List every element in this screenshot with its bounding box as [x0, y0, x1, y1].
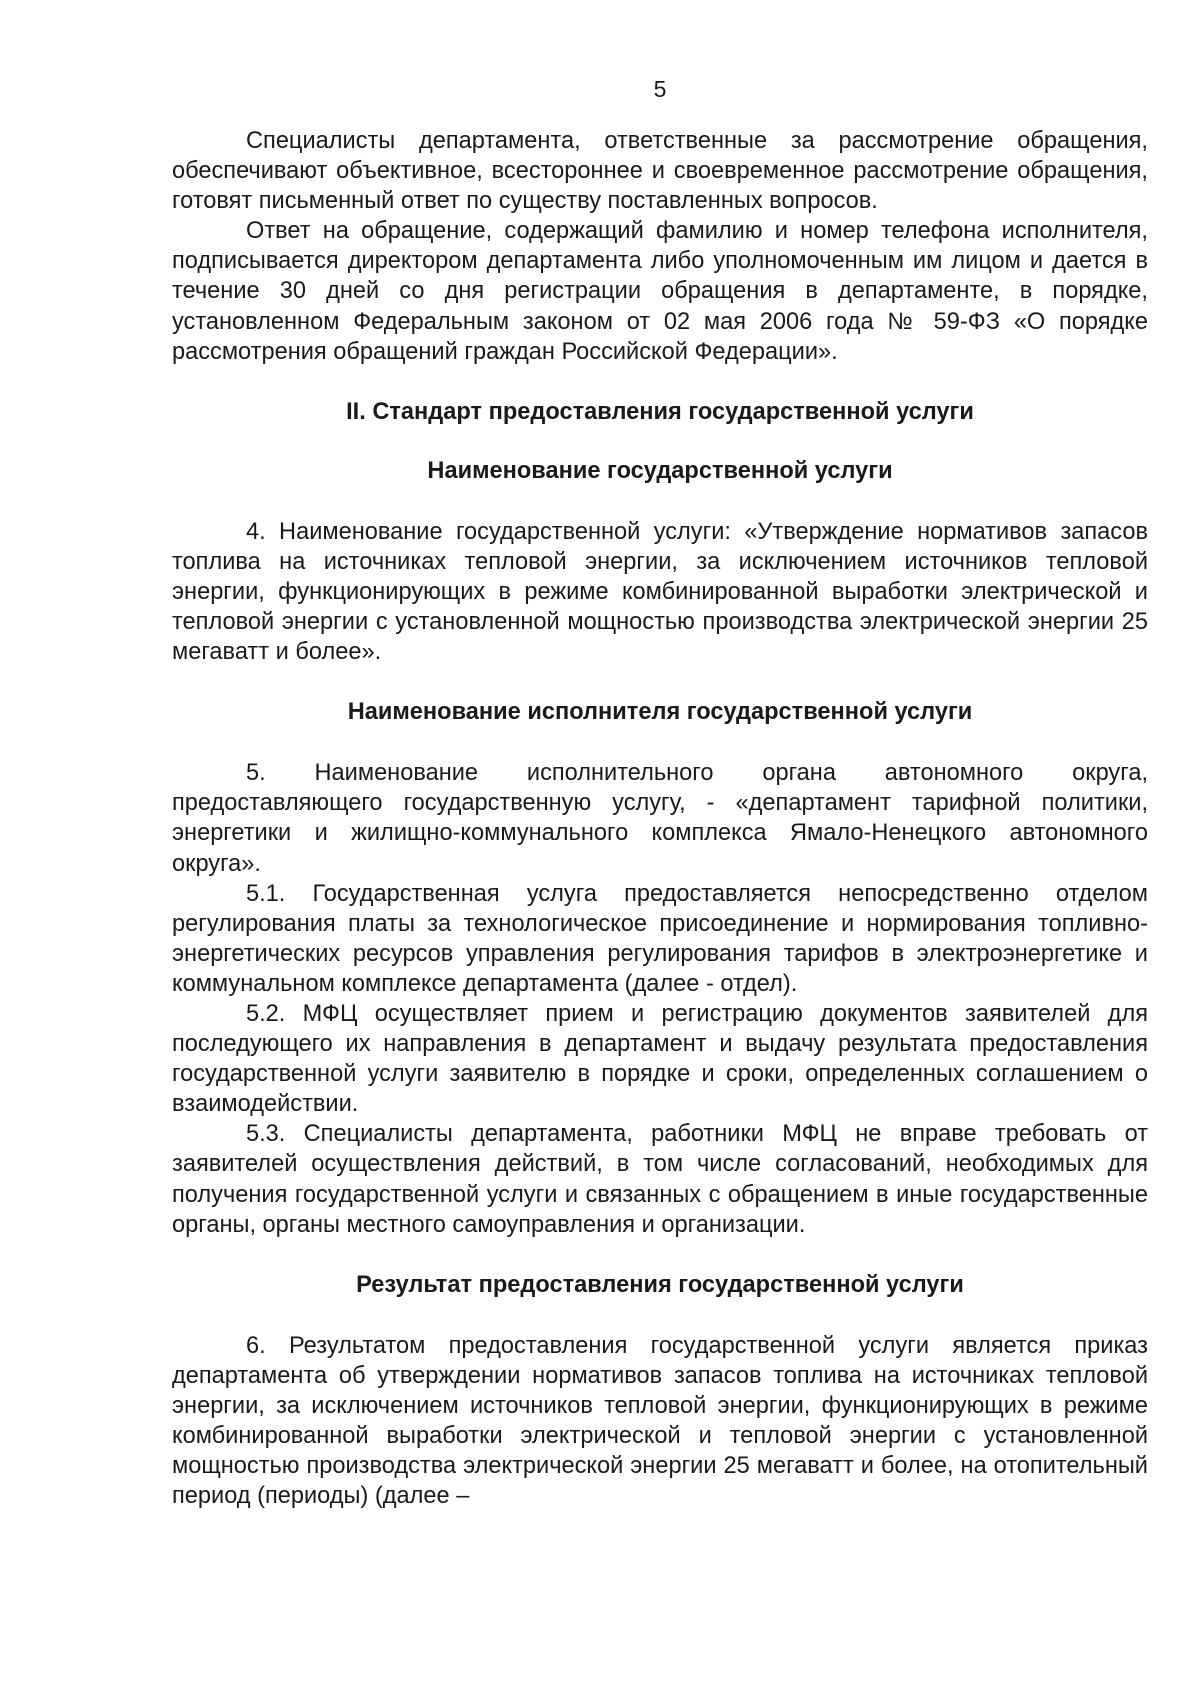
paragraph-5-2: 5.2. МФЦ осуществляет прием и регистрацию документов заявителей для последующего их направления в департамент и выдачу результата предоставления государственной услуги заявителю в порядке и сроки, определенных соглашением о взаимодействии.: [172, 1000, 1148, 1118]
document-body: [172, 126, 1148, 1511]
heading-executor: Наименование исполнителя государственной услуги: [347, 699, 973, 726]
section-title: II. Стандарт предоставления государственной услуги: [346, 398, 974, 425]
heading-service-name: Наименование государственной услуги: [427, 457, 893, 484]
page-number: 5: [653, 76, 667, 102]
heading-result: Результат предоставления государственной услуги: [356, 1271, 964, 1298]
paragraph-5-3: 5.3. Специалисты департамента, работники МФЦ не вправе требовать от заявителей осуществления действий, в том числе согласований, необходимых для получения государственной услуги и связанных с обращением в иные государственные органы, органы местного самоуправления и организации.: [172, 1121, 1148, 1238]
paragraph-response: Ответ на обращение, содержащий фамилию и номер телефона исполнителя, подписывается директором департамента либо уполномоченным им лицом и дается в течение 30 дней со дня регистрации обращения в департаменте, в порядке, установленном Федеральным законом от 02 мая 2006 года № 59-ФЗ «О порядке рассмотрения обращений граждан Российской Федерации».: [172, 218, 1148, 365]
paragraph-6: 6. Результатом предоставления государственной услуги является приказ департамента об утверждении нормативов запасов топлива на источниках тепловой энергии, за исключением источников тепловой энергии, функционирующих в режиме комбинированной выработки электрической и тепловой энергии с установленной мощностью производства электрической энергии 25 мегаватт и более, на отопительный период (периоды) (далее –: [172, 1332, 1148, 1510]
paragraph-5: 5. Наименование исполнительного органа автономного округа, предоставляющего государственную услугу, - «департамент тарифной политики, энергетики и жилищно-коммунального комплекса Ямало-Ненецкого автономного округа».: [172, 760, 1148, 877]
paragraph-4: 4. Наименование государственной услуги: «Утверждение нормативов запасов топлива на источниках тепловой энергии, за исключением источников тепловой энергии, функционирующих в режиме комбинированной выработки электрической и тепловой энергии с установленной мощностью производства электрической энергии 25 мегаватт и более».: [172, 518, 1148, 666]
paragraph-specialists: Специалисты департамента, ответственные за рассмотрение обращения, обеспечивают объективное, всестороннее и своевременное рассмотрение обращения, готовят письменный ответ по существу поставленных вопросов.: [172, 128, 1148, 215]
paragraph-5-1: 5.1. Государственная услуга предоставляется непосредственно отделом регулирования платы за технологическое присоединение и нормирования топливно-энергетических ресурсов управления регулирования тарифов в электроэнергетике и коммунальном комплексе департамента (далее - отдел).: [172, 880, 1148, 997]
